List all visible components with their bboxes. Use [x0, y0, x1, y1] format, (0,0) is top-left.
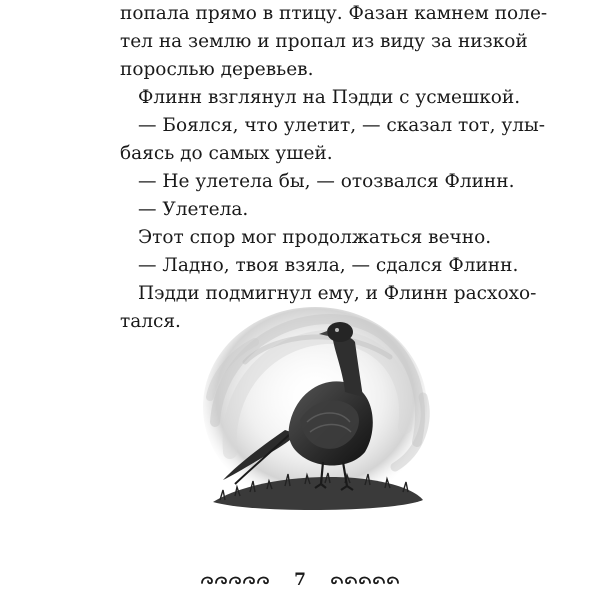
text-line: баясь до самых ушей. [120, 143, 333, 164]
text-line: порослью деревьев. [120, 59, 314, 80]
page-number: 7 [294, 570, 306, 590]
text-line: Флинн взглянул на Пэдди с усмешкой. [138, 87, 521, 108]
text-line: Этот спор мог продолжаться вечно. [138, 227, 492, 248]
text-line: тался. [120, 311, 181, 332]
page-footer [0, 568, 600, 592]
text-line: — Не улетела бы, — отозвался Флинн. [138, 171, 515, 192]
right-ornament-icon [326, 573, 400, 587]
text-line: Пэдди подмигнул ему, и Флинн расхохо- [138, 283, 537, 304]
text-line: — Улетела. [138, 199, 249, 220]
body-text [120, 0, 548, 336]
text-line: попала прямо в птицу. Фазан камнем поле- [120, 3, 548, 24]
pheasant-illustration [195, 302, 435, 532]
text-line: — Боялся, что улетит, — сказал тот, улы- [138, 115, 546, 136]
left-ornament-icon [200, 573, 274, 587]
text-line: — Ладно, твоя взяла, — сдался Флинн. [138, 255, 519, 276]
text-line: тел на землю и пропал из виду за низкой [120, 31, 528, 52]
